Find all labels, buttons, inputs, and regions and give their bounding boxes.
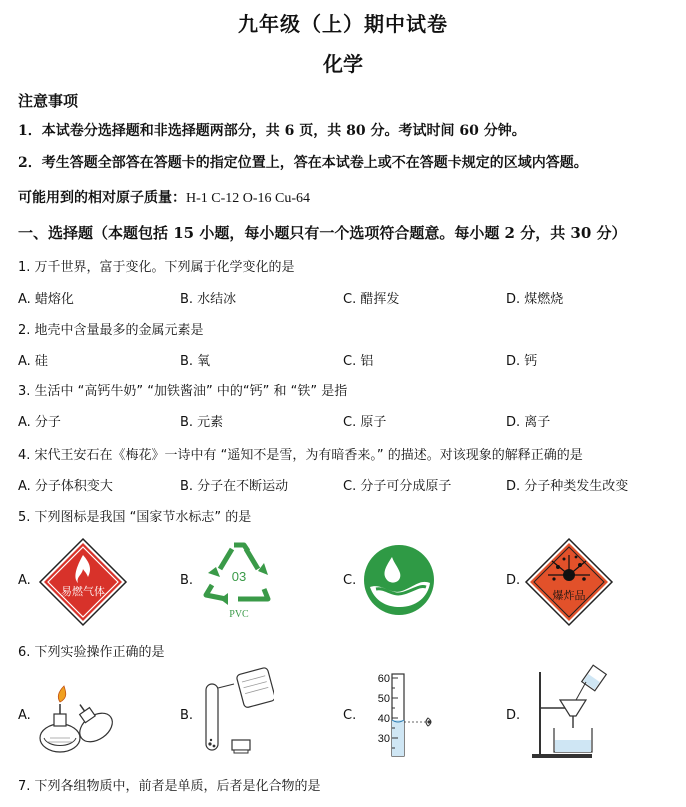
q2-option-d[interactable]: D. 钙 [506, 354, 538, 369]
question-stem-3: 3. 生活中 “高钙牛奶” “加铁酱油” 中的“钙” 和 “铁” 是指 [18, 384, 348, 399]
section-title: 一、选择题（本题包括 15 小题，每小题只有一个选项符合题意。每小题 2 分，共 30 分） [18, 224, 627, 242]
q3-option-a[interactable]: A. 分子 [18, 415, 61, 430]
explosive-label: 爆炸品 [552, 589, 586, 602]
recycle-pvc-label: PVC [229, 609, 249, 619]
subject-title: 化学 [323, 52, 363, 76]
q5-option-b[interactable]: B. [180, 573, 194, 588]
q1-option-c[interactable]: C. 醋挥发 [343, 292, 400, 307]
question-stem-6: 6. 下列实验操作正确的是 [18, 645, 165, 660]
q4-option-b[interactable]: B. 分子在不断运动 [180, 479, 289, 494]
question-stem-7: 7. 下列各组物质中，前者是单质，后者是化合物的是 [18, 779, 321, 794]
water-saving-icon [362, 543, 436, 617]
flammable-gas-icon [38, 537, 128, 627]
q2-option-a[interactable]: A. 硅 [18, 354, 48, 369]
atomic-mass-values: H-1 C-12 O-16 Cu-64 [186, 191, 311, 206]
q6-option-d[interactable]: D. [506, 708, 521, 723]
filtration-setup-icon [528, 664, 614, 760]
notes-heading: 注意事项 [18, 92, 79, 110]
q5-option-d[interactable]: D. [506, 573, 521, 588]
q2-option-c[interactable]: C. 铝 [343, 354, 374, 369]
q3-option-c[interactable]: C. 原子 [343, 415, 387, 430]
q4-option-c[interactable]: C. 分子可分成原子 [343, 479, 452, 494]
q5-option-c[interactable]: C. [343, 573, 357, 588]
question-stem-2: 2. 地壳中含量最多的金属元素是 [18, 323, 204, 338]
exam-title: 九年级（上）期中试卷 [238, 12, 448, 36]
cylinder-tick-60: 60 [377, 673, 390, 685]
q2-option-b[interactable]: B. 氧 [180, 354, 211, 369]
flammable-gas-label: 易燃气体 [61, 585, 105, 598]
graduated-cylinder-icon [362, 668, 442, 760]
q4-option-a[interactable]: A. 分子体积变大 [18, 479, 113, 494]
explosive-icon [524, 537, 614, 627]
cylinder-tick-50: 50 [377, 693, 390, 705]
note-item-2: 2．考生答题全部答在答题卡的指定位置上，答在本试卷上或不在答题卡规定的区域内答题。 [18, 155, 588, 171]
recycle-number: 03 [231, 569, 247, 584]
q1-option-b[interactable]: B. 水结冰 [180, 292, 237, 307]
question-stem-1: 1. 万千世界，富于变化。下列属于化学变化的是 [18, 260, 295, 275]
question-stem-5: 5. 下列图标是我国 “国家节水标志” 的是 [18, 510, 252, 525]
cylinder-tick-40: 40 [377, 713, 390, 725]
atomic-mass-label: 可能用到的相对原子质量： [18, 190, 186, 206]
q1-option-a[interactable]: A. 蜡熔化 [18, 292, 74, 307]
q3-option-b[interactable]: B. 元素 [180, 415, 224, 430]
cylinder-tick-30: 30 [377, 733, 390, 745]
q6-option-c[interactable]: C. [343, 708, 357, 723]
question-stem-4: 4. 宋代王安石在《梅花》一诗中有 “遥知不是雪，为有暗香来。” 的描述。对该现象的解释正确的是 [18, 448, 583, 463]
q4-option-d[interactable]: D. 分子种类发生改变 [506, 479, 629, 494]
q1-option-d[interactable]: D. 煤燃烧 [506, 292, 564, 307]
q6-option-a[interactable]: A. [18, 708, 31, 723]
atomic-mass-line [18, 187, 310, 207]
recycle-pvc-icon [198, 537, 280, 619]
note-item-1: 1．本试卷分选择题和非选择题两部分，共 6 页，共 80 分。考试时间 60 分钟。 [18, 123, 526, 139]
q5-option-a[interactable]: A. [18, 573, 31, 588]
test-tube-pouring-icon [198, 664, 274, 758]
alcohol-lamp-icon [36, 672, 128, 758]
q6-option-b[interactable]: B. [180, 708, 194, 723]
q3-option-d[interactable]: D. 离子 [506, 415, 551, 430]
